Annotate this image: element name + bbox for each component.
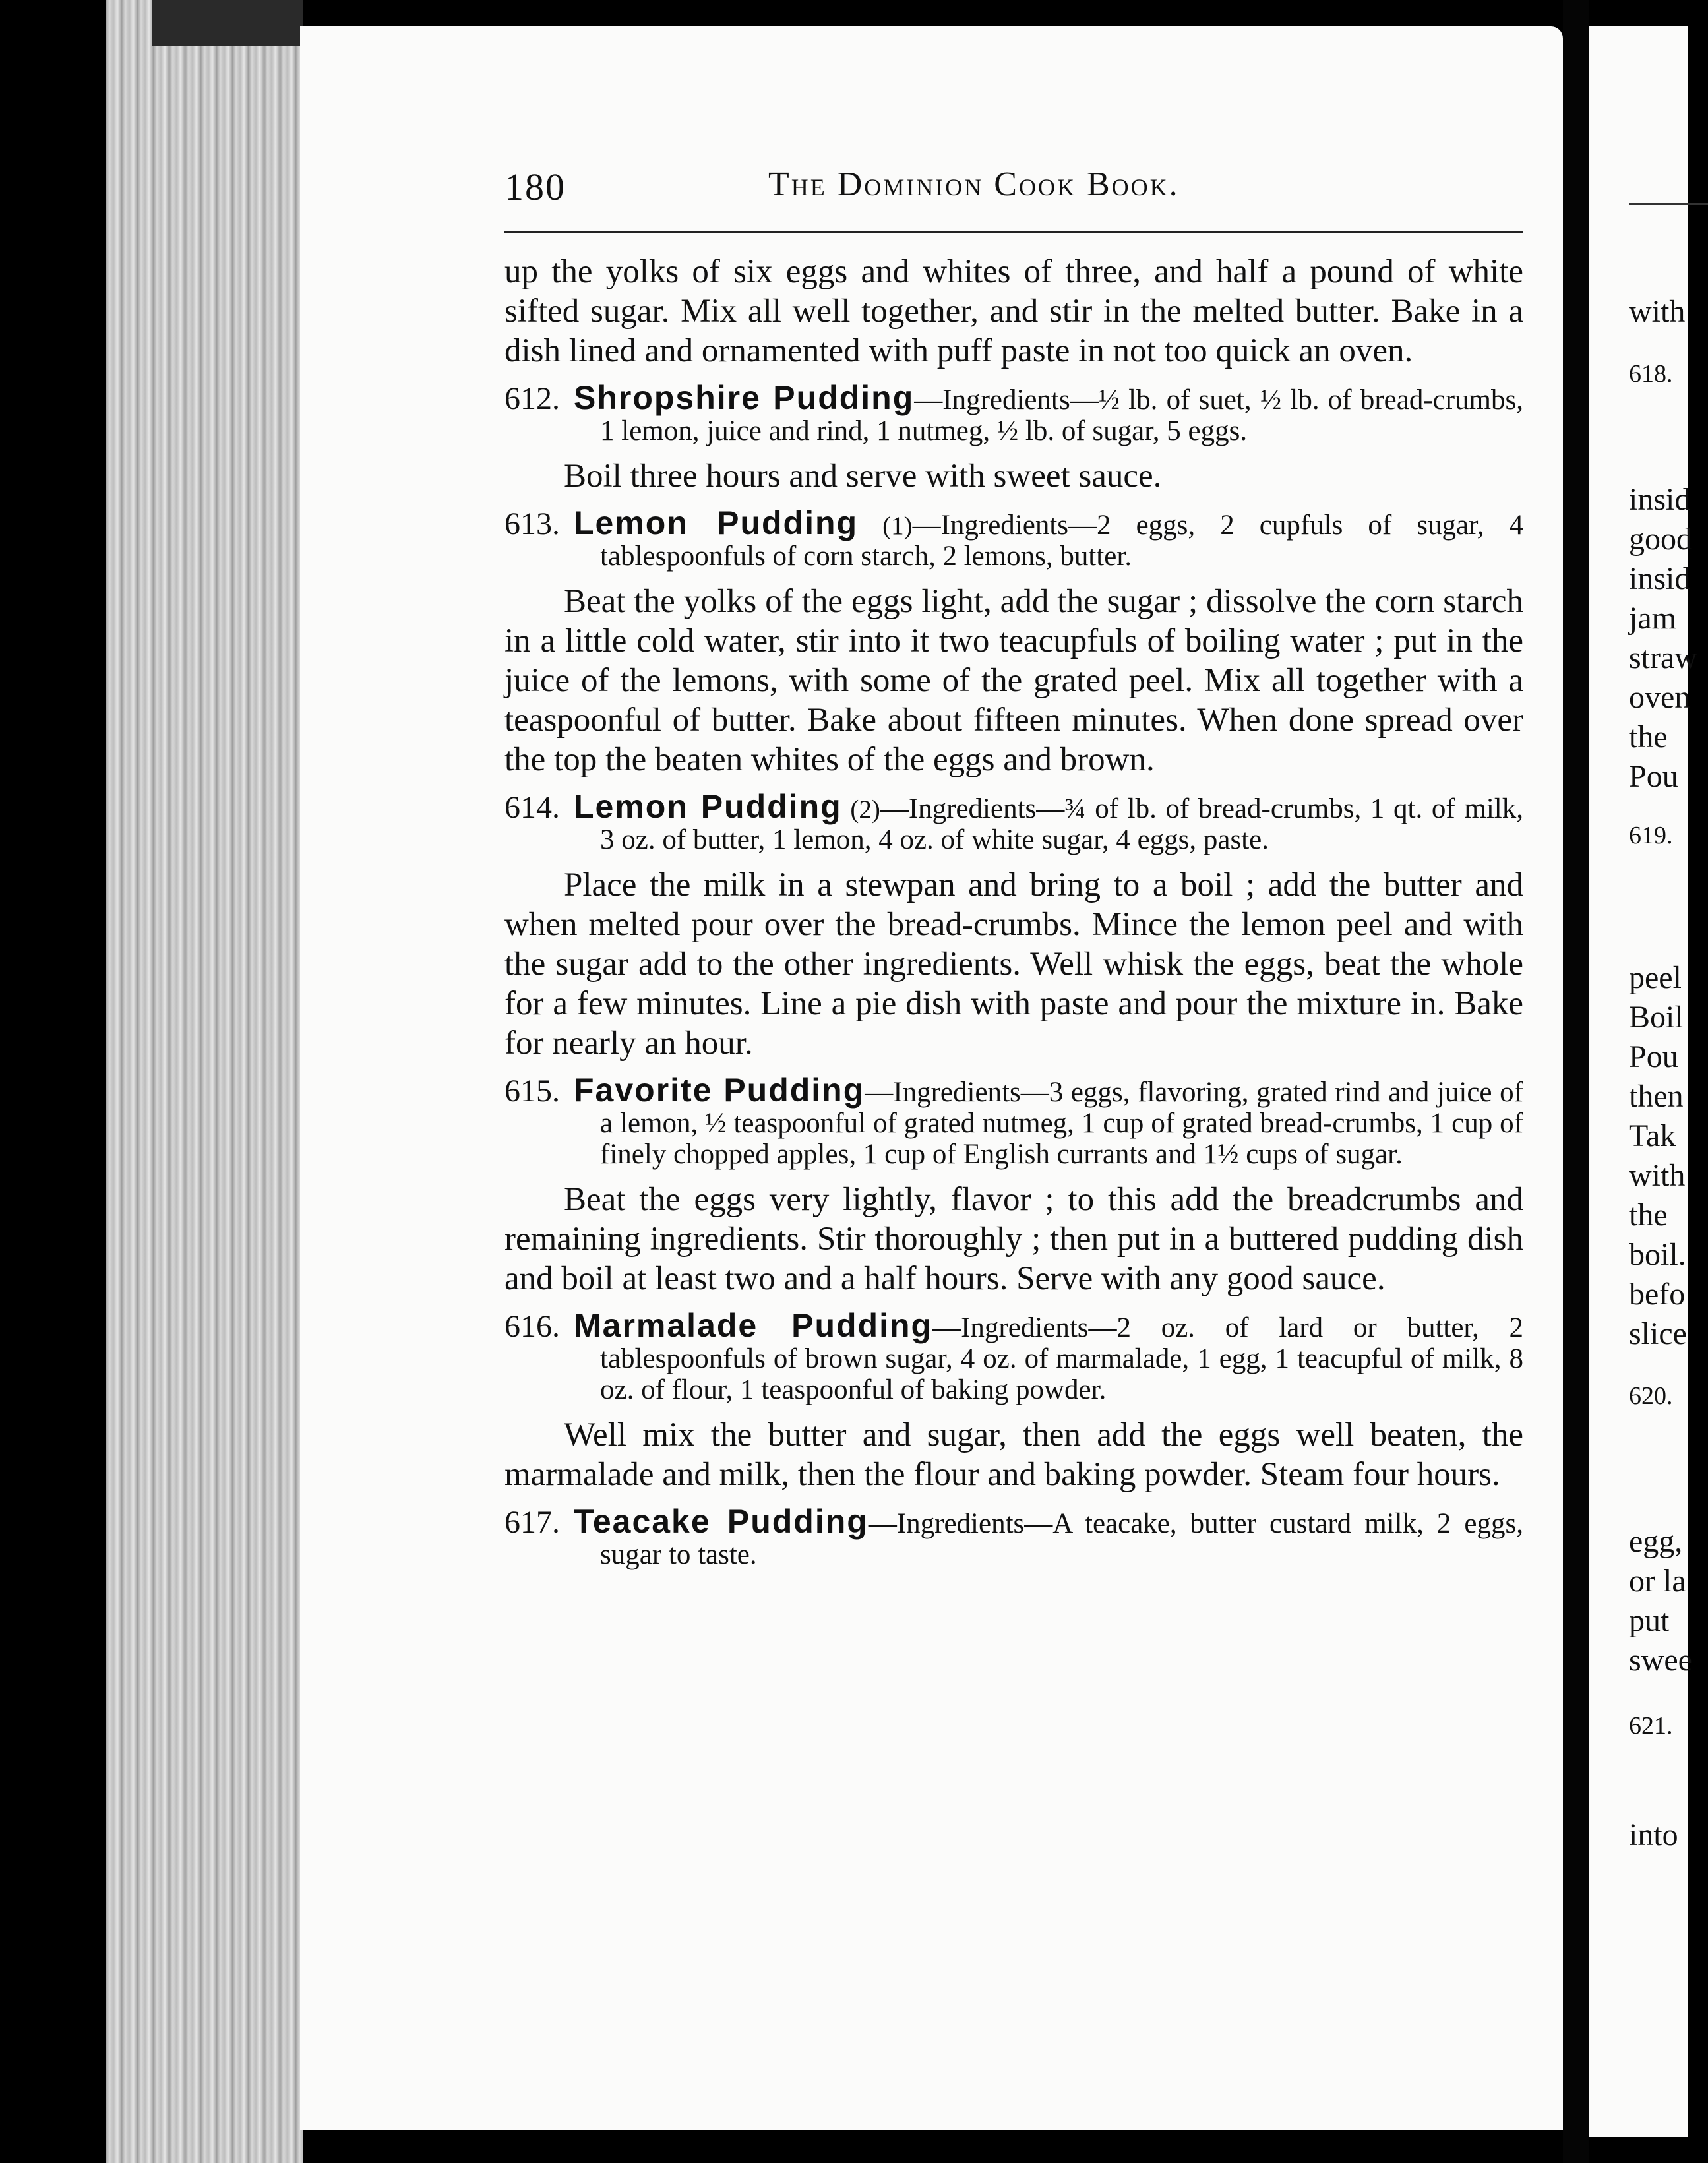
recipe-number: 616. bbox=[504, 1309, 560, 1344]
adjacent-fragment: then bbox=[1629, 1079, 1684, 1114]
recipe-title: Teacake Pudding bbox=[574, 1503, 869, 1540]
adjacent-fragment: 618. bbox=[1629, 360, 1673, 388]
continued-paragraph: up the yolks of six eggs and whites of three, and half a pound of white sifted sugar. Mix all well together, and stir in the melted butter. Bake in a dish lined and ornamented with puff paste in not too quick an oven. bbox=[504, 253, 1523, 369]
adjacent-fragment: the bbox=[1629, 1198, 1668, 1233]
adjacent-fragment: straw bbox=[1629, 640, 1697, 675]
recipe-title: Lemon Pudding bbox=[574, 504, 859, 541]
adjacent-fragment: jam bbox=[1629, 601, 1676, 636]
recipe-heading bbox=[504, 788, 1524, 856]
recipe-ingredients: —Ingredients—3 eggs, flavoring, grated rind and juice of a lemon, ½ teaspoonful of grated nutmeg, 1 cup of grated bread-crumbs, 1 cup of finely chopped apples, 1 cup of English currants and 1½ cups of sugar. bbox=[600, 1077, 1524, 1170]
adjacent-fragment: boil. bbox=[1629, 1237, 1686, 1272]
adjacent-fragment: Pou bbox=[1629, 759, 1678, 794]
recipe-ingredients: —Ingredients—½ lb. of suet, ½ lb. of bread-crumbs, 1 lemon, juice and rind, 1 nutmeg, ½ lb. of sugar, 5 eggs. bbox=[600, 384, 1523, 446]
adjacent-fragment: befo bbox=[1629, 1277, 1686, 1312]
adjacent-fragment: Boil bbox=[1629, 1000, 1684, 1035]
page-edges-shadow bbox=[152, 0, 303, 46]
recipe-ingredients: —Ingredients—¾ of lb. of bread-crumbs, 1 qt. of milk, 3 oz. of butter, 1 lemon, 4 oz. of white sugar, 4 eggs, paste. bbox=[600, 793, 1524, 855]
recipe-suffix: (2) bbox=[841, 795, 880, 824]
recipe-heading bbox=[504, 504, 1523, 572]
recipe-heading bbox=[504, 1072, 1524, 1171]
adjacent-fragment: Tak bbox=[1629, 1118, 1676, 1153]
adjacent-fragment: good bbox=[1629, 522, 1692, 557]
recipe-title: Lemon Pudding bbox=[574, 788, 842, 825]
adjacent-fragment: with bbox=[1629, 1158, 1686, 1193]
recipe-ingredients: —Ingredients—2 oz. of lard or butter, 2 tablespoonfuls of brown sugar, 4 oz. of marmalade, 1 egg, 1 teacupful of milk, 8 oz. of flour, 1 teaspoonful of baking powder. bbox=[600, 1312, 1524, 1405]
recipe-method: Place the milk in a stewpan and bring to a boil ; add the butter and when melted pour over the bread-crumbs. Mince the lemon peel and with the sugar add to the other ingredients. Well whisk the eggs, beat the whole for a few minutes. Line a pie dish with paste and pour the mixture in. Bake for nearly an hour. bbox=[504, 867, 1523, 1062]
adjacent-fragment: the bbox=[1629, 719, 1668, 754]
adjacent-fragment: put bbox=[1629, 1603, 1670, 1638]
book-gutter bbox=[1563, 0, 1589, 2163]
page-edges bbox=[106, 0, 303, 2163]
recipe-title: Shropshire Pudding bbox=[574, 379, 915, 416]
recipe-method: Beat the eggs very lightly, flavor ; to this add the breadcrumbs and remaining ingredients. Stir thoroughly ; then put in a buttered pudding dish and boil at least two and a half hours. Serve with any good sauce. bbox=[504, 1181, 1523, 1297]
recipe-heading bbox=[504, 1307, 1524, 1406]
adjacent-fragment: into bbox=[1629, 1817, 1678, 1852]
recipe-ingredients: —Ingredients—2 eggs, 2 cupfuls of sugar, 4 tablespoonfuls of corn starch, 2 lemons, butter. bbox=[600, 510, 1523, 572]
recipe-number: 613. bbox=[504, 506, 560, 541]
page-header bbox=[504, 158, 1523, 218]
adjacent-fragment: or la bbox=[1629, 1564, 1686, 1599]
adjacent-page-rule bbox=[1629, 203, 1708, 205]
adjacent-fragment: 620. bbox=[1629, 1382, 1673, 1410]
recipe-number: 612. bbox=[504, 381, 560, 416]
recipe-method: Beat the yolks of the eggs light, add the sugar ; dissolve the corn starch in a little cold water, stir into it two teacupfuls of boiling water ; put in the juice of the lemons, with some of the grated peel. Mix all together with a teaspoonful of butter. Bake about fifteen minutes. When done spread over the top the beaten whites of the eggs and brown. bbox=[504, 583, 1523, 778]
page-number: 180 bbox=[504, 166, 566, 208]
adjacent-fragment: slice bbox=[1629, 1316, 1687, 1351]
recipe-number: 615. bbox=[504, 1074, 560, 1109]
adjacent-fragment: with bbox=[1629, 294, 1686, 329]
recipe-suffix: (1) bbox=[858, 512, 913, 540]
header-rule bbox=[504, 231, 1523, 233]
adjacent-page bbox=[1589, 26, 1697, 2137]
recipe-heading bbox=[504, 379, 1523, 447]
adjacent-fragment: egg, bbox=[1629, 1524, 1683, 1559]
recipe-title: Favorite Pudding bbox=[574, 1072, 865, 1109]
recipe-number: 617. bbox=[504, 1505, 560, 1540]
recipe-title: Marmalade Pudding bbox=[574, 1307, 933, 1344]
page-content bbox=[504, 158, 1523, 1580]
running-head: The Dominion Cook Book. bbox=[768, 166, 1180, 203]
adjacent-fragment: 619. bbox=[1629, 822, 1673, 849]
recipe-method: Well mix the butter and sugar, then add the eggs well beaten, the marmalade and milk, then the flour and baking powder. Steam four hours. bbox=[504, 1417, 1523, 1493]
adjacent-fragment: Pou bbox=[1629, 1039, 1678, 1074]
recipe-ingredients: —Ingredients—A teacake, butter custard milk, 2 eggs, sugar to taste. bbox=[600, 1508, 1523, 1570]
recipe-number: 614. bbox=[504, 790, 560, 825]
adjacent-fragment: swee bbox=[1629, 1643, 1692, 1678]
adjacent-fragment: peel bbox=[1629, 960, 1682, 995]
adjacent-fragment: 621. bbox=[1629, 1712, 1673, 1740]
recipe-heading bbox=[504, 1503, 1523, 1571]
recipe-method: Boil three hours and serve with sweet sauce. bbox=[564, 458, 1162, 495]
adjacent-fragment: oven bbox=[1629, 680, 1691, 715]
adjacent-fragment: insid bbox=[1629, 482, 1691, 517]
adjacent-fragment: insid bbox=[1629, 561, 1691, 596]
